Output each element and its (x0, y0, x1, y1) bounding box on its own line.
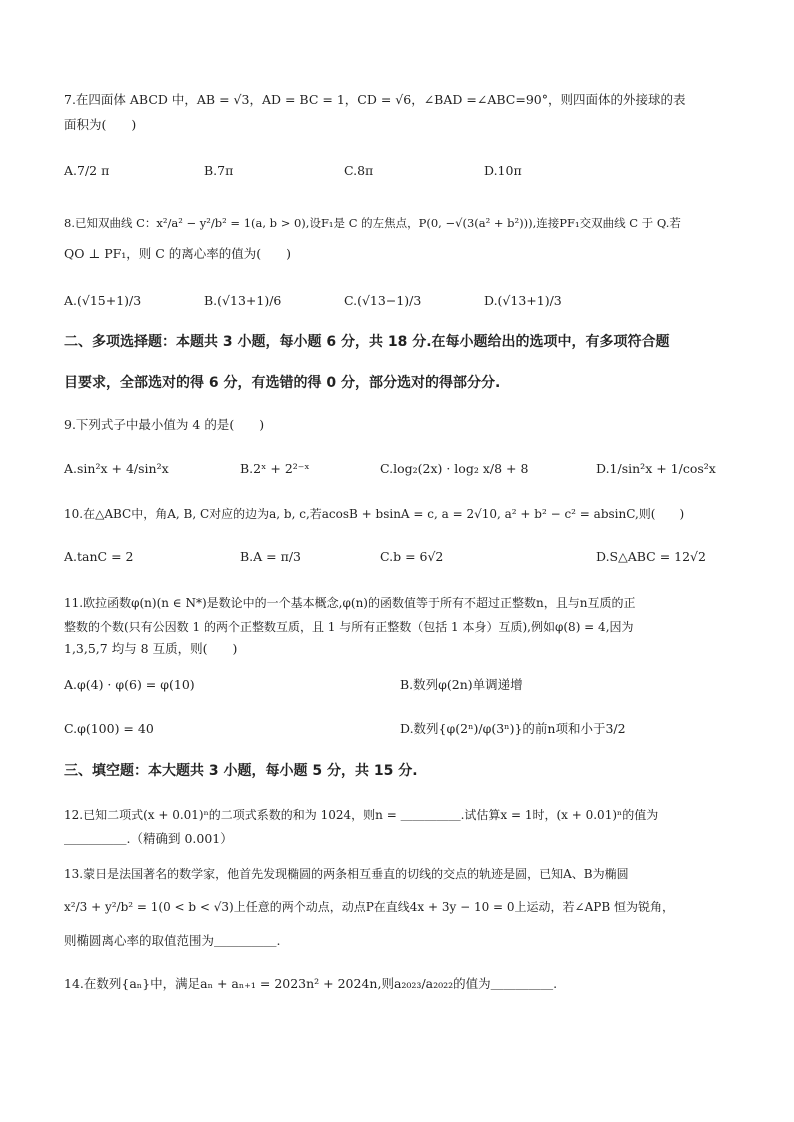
q9-stem: 9.下列式子中最小值为 4 的是( ) (64, 417, 265, 432)
q7-option-d: D.10π (484, 163, 522, 178)
q8-option-a: A.(√15+1)/3 (64, 293, 142, 308)
q12-stem-line1: 12.已知二项式(x + 0.01)ⁿ的二项式系数的和为 1024，则n = ＿＿＿＿＿.试估算x = 1时，(x + 0.01)ⁿ的值为 (64, 808, 659, 822)
q8-option-c: C.(√13−1)/3 (344, 293, 422, 308)
q11-option-b: B.数列φ(2n)单调递增 (400, 677, 523, 692)
q11-stem-line1: 11.欧拉函数φ(n)(n ∈ N*)是数论中的一个基本概念,φ(n)的函数值等于所有不超过正整数n，且与n互质的正 (64, 596, 636, 610)
q9-option-c: C.log₂(2x) · log₂ x/8 + 8 (380, 461, 529, 476)
q7-stem-line1: 7.在四面体 ABCD 中，AB = √3，AD = BC = 1，CD = √6，∠BAD =∠ABC=90°，则四面体的外接球的表 (64, 92, 686, 107)
q11-option-d: D.数列{φ(2ⁿ)/φ(3ⁿ)}的前n项和小于3/2 (400, 721, 626, 736)
q14-stem: 14.在数列{aₙ}中，满足aₙ + aₙ₊₁ = 2023n² + 2024n,则a₂₀₂₃/a₂₀₂₂的值为＿＿＿＿＿. (64, 976, 558, 991)
q8-stem-line2: QO ⊥ PF₁，则 C 的离心率的值为( ) (64, 246, 292, 261)
q10-option-b: B.A = π/3 (240, 549, 301, 564)
section2-title-line1: 二、多项选择题：本题共 3 小题，每小题 6 分，共 18 分.在每小题给出的选项中，有多项符合题 (64, 334, 670, 350)
q7-stem-line2: 面积为( ) (64, 117, 137, 132)
q10-stem: 10.在△ABC中，角A, B, C对应的边为a, b, c,若acosB + bsinA = c, a = 2√10, a² + b² − c² = absinC,则( ) (64, 507, 685, 521)
q10-option-d: D.S△ABC = 12√2 (596, 549, 706, 564)
q12-stem-line2: ＿＿＿＿＿.（精确到 0.001） (64, 831, 233, 846)
q10-option-c: C.b = 6√2 (380, 549, 444, 564)
q7-option-c: C.8π (344, 163, 374, 178)
q8-option-b: B.(√13+1)/6 (204, 293, 282, 308)
q11-stem-line3: 1,3,5,7 均与 8 互质，则( ) (64, 641, 238, 656)
q11-stem-line2: 整数的个数(只有公因数 1 的两个正整数互质，且 1 与所有正整数（包括 1 本身）互质),例如φ(8) = 4,因为 (64, 620, 634, 634)
q13-stem-line1: 13.蒙日是法国著名的数学家，他首先发现椭圆的两条相互垂直的切线的交点的轨迹是圆，已知A、B为椭圆 (64, 867, 629, 881)
q11-option-a: A.φ(4) · φ(6) = φ(10) (64, 677, 195, 692)
q11-option-c: C.φ(100) = 40 (64, 721, 154, 736)
q7-option-b: B.7π (204, 163, 234, 178)
q13-stem-line2: x²/3 + y²/b² = 1(0 < b < √3)上任意的两个动点，动点P在直线4x + 3y − 10 = 0上运动，若∠APB 恒为锐角， (64, 900, 674, 914)
q8-option-d: D.(√13+1)/3 (484, 293, 562, 308)
section3-title: 三、填空题：本大题共 3 小题，每小题 5 分，共 15 分. (64, 763, 418, 779)
section2-title-line2: 目要求，全部选对的得 6 分，有选错的得 0 分，部分选对的得部分分. (64, 375, 501, 391)
q13-stem-line3: 则椭圆离心率的取值范围为＿＿＿＿＿. (64, 933, 281, 948)
q9-option-b: B.2ˣ + 2²⁻ˣ (240, 461, 310, 476)
q7-option-a: A.7/2 π (64, 163, 110, 178)
q8-stem-line1: 8.已知双曲线 C：x²/a² − y²/b² = 1(a, b > 0),设F₁是 C 的左焦点，P(0, −√(3(a² + b²))),连接PF₁交双曲线 C 于 Q.若 (64, 216, 681, 230)
q9-option-a: A.sin²x + 4/sin²x (64, 461, 169, 476)
q9-option-d: D.1/sin²x + 1/cos²x (596, 461, 716, 476)
q10-option-a: A.tanC = 2 (64, 549, 134, 564)
